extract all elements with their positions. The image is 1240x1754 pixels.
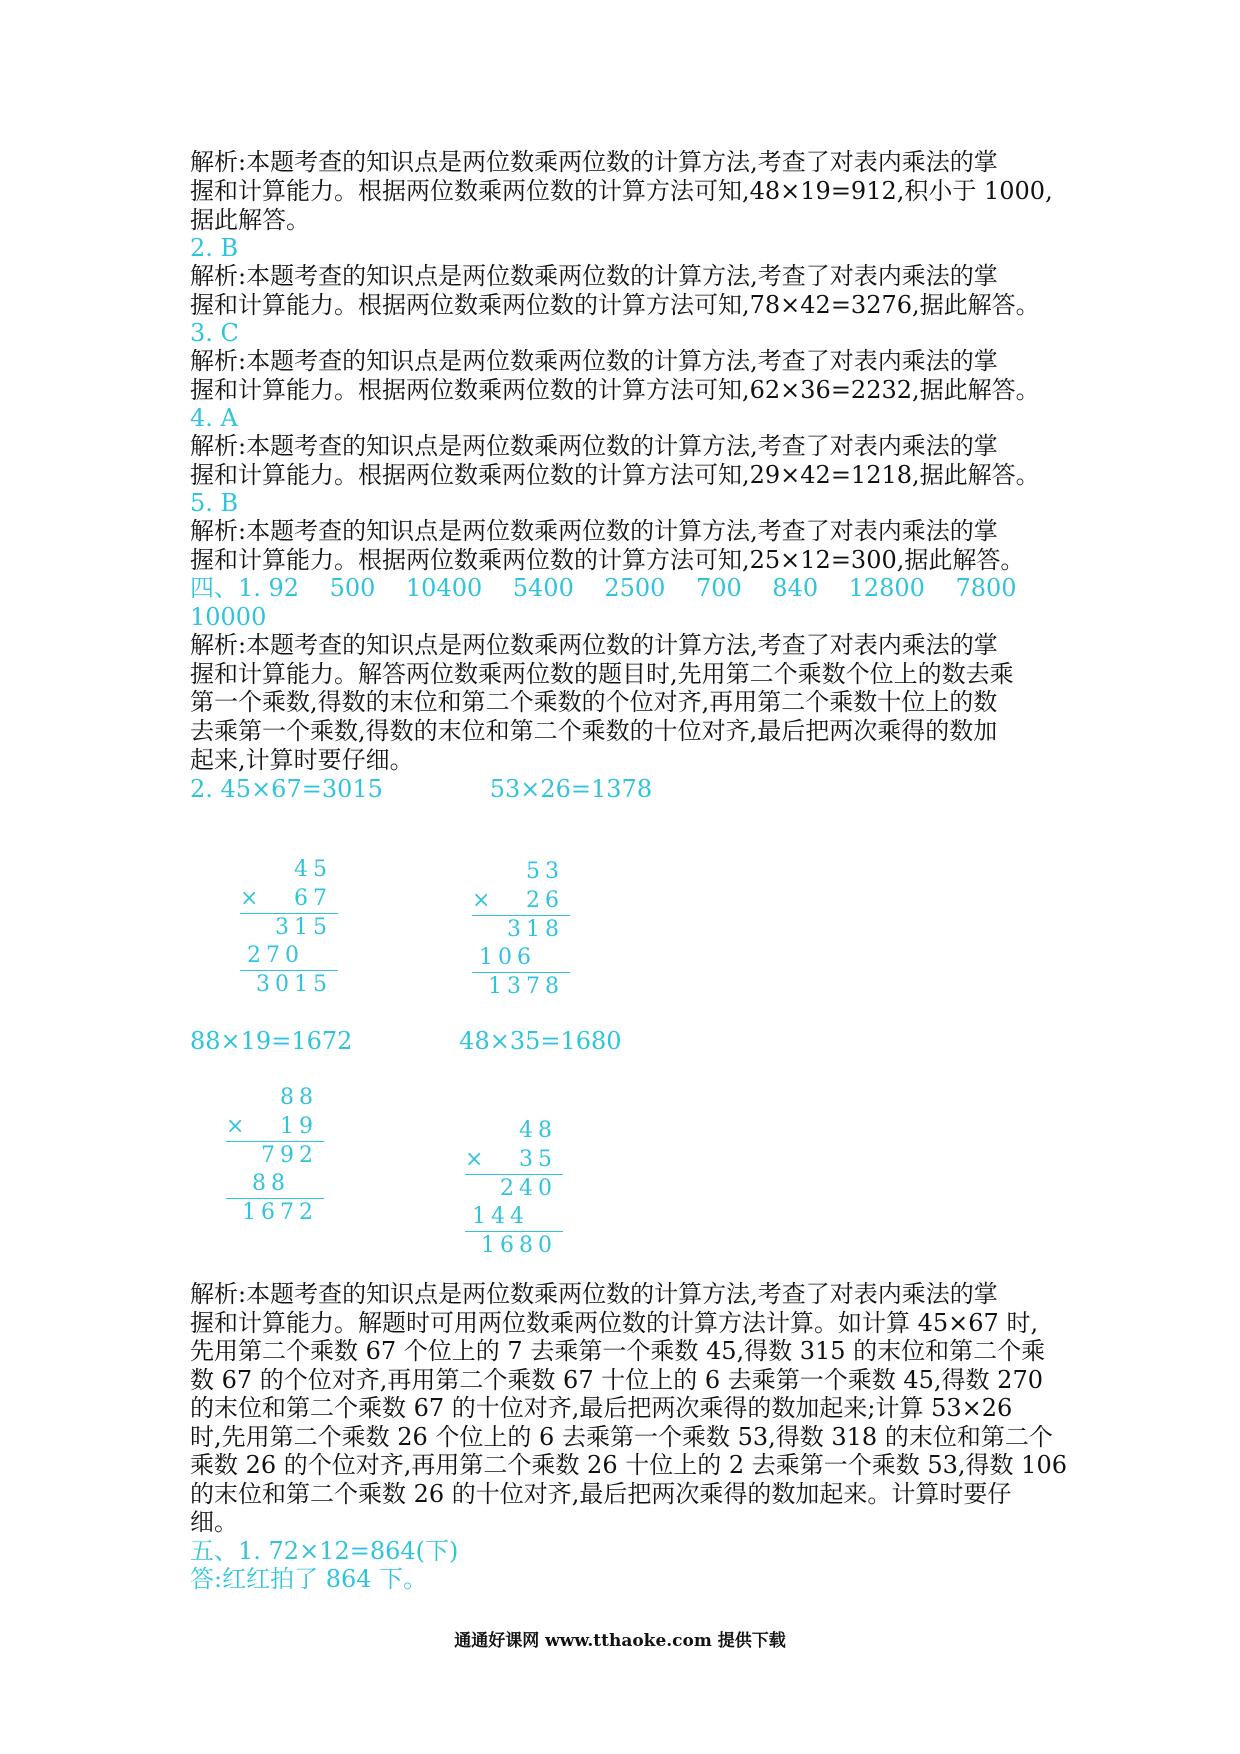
analysis-text: 握和计算能力。根据两位数乘两位数的计算方法可知,78×42=3276,据此解答。 (190, 291, 1040, 319)
answer-item: 2. 45×67=3015 53×26=1378 (190, 775, 653, 803)
answer-item: 2. B (190, 234, 239, 262)
page-footer: 通通好课网 www.tthaoke.com 提供下载 (454, 1631, 786, 1651)
vertical-calculation (226, 1084, 318, 1228)
vertical-calculation (240, 856, 332, 1000)
calc-partial-product: 315 (275, 915, 332, 940)
calc-partial-product: 144 (472, 1204, 529, 1229)
calc-partial-product: 792 (261, 1143, 318, 1168)
analysis-text: 握和计算能力。解答两位数乘两位数的题目时,先用第二个乘数个位上的数去乘 (190, 660, 1014, 688)
analysis-text: 握和计算能力。根据两位数乘两位数的计算方法可知,62×36=2232,据此解答。 (190, 376, 1040, 404)
multiply-sign: × (472, 888, 491, 913)
analysis-text: 第一个乘数,得数的末位和第二个乘数的个位对齐,再用第二个乘数十位上的数 (190, 688, 998, 716)
analysis-text: 的末位和第二个乘数 26 的十位对齐,最后把两次乘得的数加起来。计算时要仔 (190, 1480, 1012, 1508)
analysis-text: 数 67 的个位对齐,再用第二个乘数 67 十位上的 6 去乘第一个乘数 45,得数 270 (190, 1366, 1043, 1394)
calc-multiplicand: 88 (280, 1085, 318, 1110)
calc-result: 1378 (488, 974, 564, 999)
answer-item: 五、1. 72×12=864(下) (190, 1537, 459, 1565)
calc-multiplicand: 45 (294, 857, 332, 882)
calc-result: 1672 (242, 1200, 318, 1225)
calc-partial-product: 240 (500, 1176, 557, 1201)
analysis-text: 去乘第一个乘数,得数的末位和第二个乘数的十位对齐,最后把两次乘得的数加 (190, 717, 998, 745)
answer-item: 4. A (190, 404, 238, 432)
analysis-text: 时,先用第二个乘数 26 个位上的 6 去乘第一个乘数 53,得数 318 的末位和第二个 (190, 1423, 1053, 1451)
analysis-text: 握和计算能力。根据两位数乘两位数的计算方法可知,25×12=300,据此解答。 (190, 546, 1025, 574)
analysis-text: 起来,计算时要仔细。 (190, 746, 414, 774)
calc-multiplicand: 48 (519, 1118, 557, 1143)
multiply-sign: × (226, 1114, 245, 1139)
calc-multiplier: 26 (526, 888, 564, 913)
analysis-text: 的末位和第二个乘数 67 的十位对齐,最后把两次乘得的数加起来;计算 53×26 (190, 1394, 1013, 1422)
answer-item: 88×19=1672 48×35=1680 (190, 1027, 622, 1055)
answer-item: 5. B (190, 489, 239, 517)
multiply-sign: × (465, 1147, 484, 1172)
analysis-text: 握和计算能力。根据两位数乘两位数的计算方法可知,48×19=912,积小于 1000, (190, 177, 1053, 205)
calc-multiplier: 19 (280, 1114, 318, 1139)
analysis-text: 握和计算能力。根据两位数乘两位数的计算方法可知,29×42=1218,据此解答。 (190, 461, 1040, 489)
analysis-text: 解析:本题考查的知识点是两位数乘两位数的计算方法,考查了对表内乘法的掌 (190, 517, 998, 545)
analysis-text: 解析:本题考查的知识点是两位数乘两位数的计算方法,考查了对表内乘法的掌 (190, 432, 998, 460)
analysis-text: 解析:本题考查的知识点是两位数乘两位数的计算方法,考查了对表内乘法的掌 (190, 1280, 998, 1308)
answer-item: 答:红红拍了 864 下。 (190, 1565, 428, 1593)
analysis-text: 解析:本题考查的知识点是两位数乘两位数的计算方法,考查了对表内乘法的掌 (190, 631, 998, 659)
calc-result: 3015 (256, 972, 332, 997)
calc-partial-product: 270 (247, 943, 304, 968)
calc-result: 1680 (481, 1233, 557, 1258)
calc-multiplicand: 53 (526, 859, 564, 884)
analysis-text: 据此解答。 (190, 206, 310, 234)
answer-item: 3. C (190, 319, 239, 347)
calc-partial-product: 106 (479, 945, 536, 970)
analysis-text: 握和计算能力。解题时可用两位数乘两位数的计算方法计算。如计算 45×67 时, (190, 1309, 1039, 1337)
calc-partial-product: 88 (252, 1171, 290, 1196)
answer-item: 10000 (190, 603, 267, 631)
calc-partial-product: 318 (507, 917, 564, 942)
analysis-text: 乘数 26 的个位对齐,再用第二个乘数 26 十位上的 2 去乘第一个乘数 53,得数 106 (190, 1451, 1067, 1479)
answer-item: 四、1. 92 500 10400 5400 2500 700 840 12800 7800 (190, 574, 1017, 602)
analysis-text: 先用第二个乘数 67 个位上的 7 去乘第一个乘数 45,得数 315 的末位和第二个乘 (190, 1337, 1046, 1365)
vertical-calculation (465, 1117, 557, 1261)
analysis-text: 解析:本题考查的知识点是两位数乘两位数的计算方法,考查了对表内乘法的掌 (190, 262, 998, 290)
vertical-calculation (472, 858, 564, 1002)
multiply-sign: × (240, 886, 259, 911)
analysis-text: 解析:本题考查的知识点是两位数乘两位数的计算方法,考查了对表内乘法的掌 (190, 347, 998, 375)
analysis-text: 解析:本题考查的知识点是两位数乘两位数的计算方法,考查了对表内乘法的掌 (190, 148, 998, 176)
calc-multiplier: 35 (519, 1147, 557, 1172)
calc-multiplier: 67 (294, 886, 332, 911)
analysis-text: 细。 (190, 1508, 238, 1536)
